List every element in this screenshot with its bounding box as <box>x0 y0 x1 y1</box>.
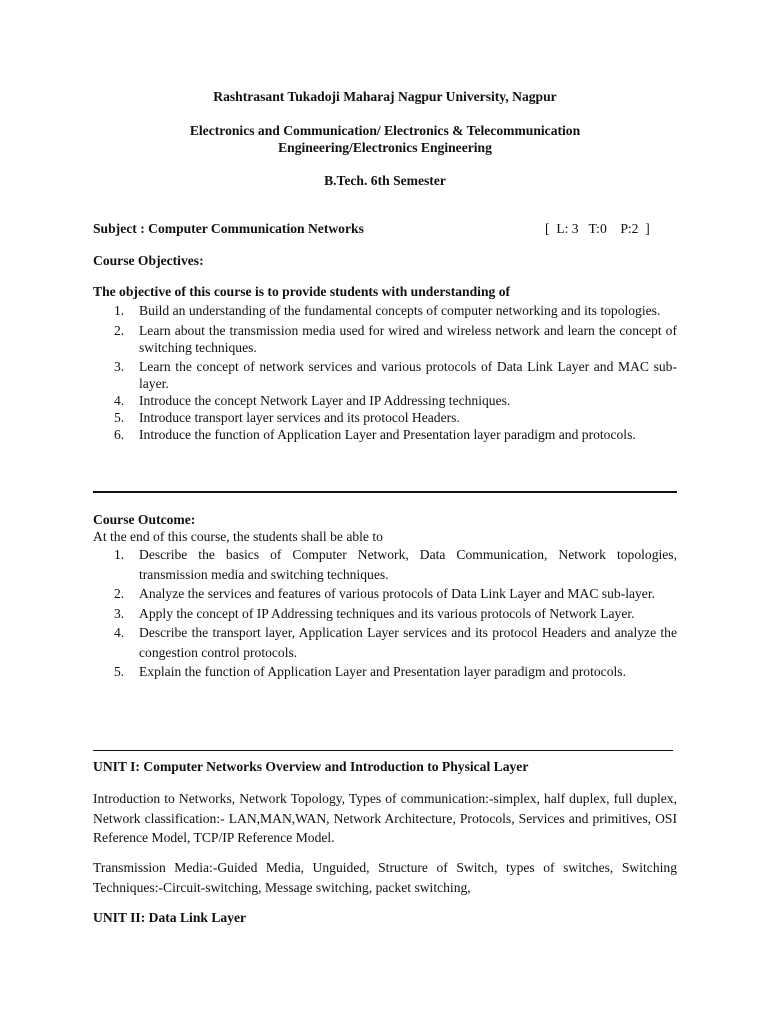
item-text: Build an understanding of the fundamental concepts of computer networking and its topologies. <box>139 303 661 318</box>
item-number: 1. <box>114 547 125 562</box>
item-text: Explain the function of Application Layer and Presentation layer paradigm and protocols. <box>139 664 626 679</box>
subject-row <box>93 220 677 237</box>
list-item <box>93 662 677 682</box>
item-text: Describe the basics of Computer Network, Data Communication, Network topologies, transmission media and switching techniques. <box>139 547 677 582</box>
item-text: Analyze the services and features of various protocols of Data Link Layer and MAC sub-layer. <box>139 586 656 601</box>
list-item <box>93 623 677 662</box>
item-text: Learn about the transmission media used for wired and wireless network and learn the concept of switching techniques. <box>139 323 677 355</box>
outcome-heading: Course Outcome: <box>93 512 196 527</box>
list-item <box>93 584 677 604</box>
item-number: 5. <box>114 410 125 425</box>
objectives-heading: Course Objectives: <box>93 253 204 268</box>
item-number: 2. <box>114 586 125 601</box>
item-number: 5. <box>114 664 125 679</box>
item-number: 3. <box>114 605 125 621</box>
unit-1-paragraph-2: Transmission Media:-Guided Media, Unguided, Structure of Switch, types of switches, Switching Techniques:-Circuit-switching, Message switching, packet switching, <box>93 860 677 895</box>
department-line-1: Electronics and Communication/ Electronics & Telecommunication <box>189 123 581 138</box>
outcome-intro: At the end of this course, the students shall be able to <box>93 529 383 544</box>
section-divider <box>93 491 677 493</box>
list-item <box>93 426 677 443</box>
university-name: Rashtrasant Tukadoji Maharaj Nagpur University, Nagpur <box>213 89 557 104</box>
semester-heading: B.Tech. 6th Semester <box>324 173 446 188</box>
list-item <box>93 322 677 356</box>
subject-title: Subject : Computer Communication Networks <box>93 221 364 236</box>
item-text: Introduce the concept Network Layer and IP Addressing techniques. <box>139 393 511 408</box>
item-number: 4. <box>114 625 125 640</box>
unit-1-paragraph-1: Introduction to Networks, Network Topology, Types of communication:-simplex, half duplex, full duplex, Network classification:- LAN,MAN,WAN, Network Architecture, Protocols, Services and primitives, OSI Reference Model, TCP/IP Reference Model. <box>93 791 677 845</box>
list-item <box>93 301 677 320</box>
item-text: Apply the concept of IP Addressing techniques and its various protocols of Network Layer. <box>139 605 635 621</box>
list-item <box>93 358 677 392</box>
department-heading <box>93 122 677 156</box>
outcome-list <box>93 545 677 682</box>
item-text: Introduce transport layer services and its protocol Headers. <box>139 410 460 425</box>
item-text: Introduce the function of Application Layer and Presentation layer paradigm and protocols. <box>139 427 636 442</box>
objectives-intro: The objective of this course is to provide students with understanding of <box>93 284 511 299</box>
item-number: 2. <box>114 323 125 338</box>
department-line-2: Engineering/Electronics Engineering <box>278 140 492 155</box>
item-text: Describe the transport layer, Application Layer services and its protocol Headers and analyze the congestion control protocols. <box>139 625 677 660</box>
item-number: 6. <box>114 427 125 442</box>
list-item <box>93 409 677 426</box>
item-text: Learn the concept of network services and various protocols of Data Link Layer and MAC sub-layer. <box>139 359 677 391</box>
list-item <box>93 604 677 624</box>
item-number: 4. <box>114 393 125 408</box>
item-number: 3. <box>114 359 125 374</box>
unit-divider <box>93 750 673 751</box>
list-item <box>93 545 677 584</box>
unit-2-title: UNIT II: Data Link Layer <box>93 910 247 925</box>
ltp-credits: [ L: 3 T:0 P:2 ] <box>545 221 650 236</box>
item-number: 1. <box>114 303 125 318</box>
list-item <box>93 392 677 409</box>
objectives-list <box>93 301 677 445</box>
unit-1-title: UNIT I: Computer Networks Overview and Introduction to Physical Layer <box>93 759 529 774</box>
